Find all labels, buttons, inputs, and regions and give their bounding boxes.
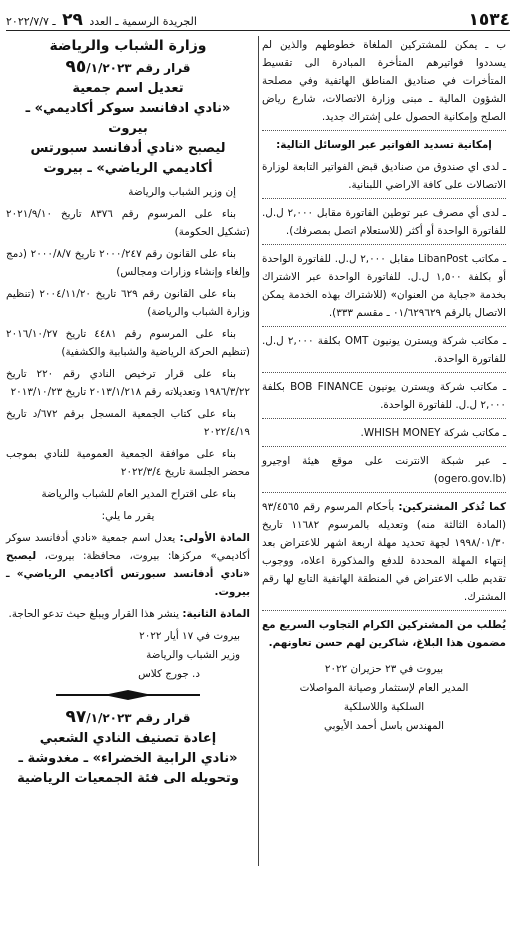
gazette-issue-info: الجريدة الرسمية ـ العدد ٢٩ ـ ٢٠٢٢/٧/٧ (6, 10, 197, 30)
decision-number-value: ٩٧ (65, 707, 87, 727)
reminder-paragraph (262, 498, 506, 611)
left-signature-block (6, 627, 250, 684)
decision-new-name: ليصبح «نادي أدفانسد سبورتس أكاديمي الرياضي» ـ بيروت (30, 141, 226, 176)
decision-number (6, 706, 250, 729)
decision-club-name: «نادي الرابية الخضراء» ـ مغدوشة ـ (18, 751, 238, 766)
sign-title: المدير العام لإستثمار وصيانة المواصلات (299, 682, 469, 694)
article-1-text: يعدل اسم جمعية «نادي أدفانسد سوكر أكاديمي» مركزها: بيروت، محافظة: بيروت، (6, 532, 250, 562)
decides-line: يقرر ما يلي: (101, 510, 155, 522)
sign-name: المهندس باسل أحمد الأيوبي (323, 720, 445, 732)
decision-number-value: ٩٥ (65, 57, 87, 77)
consideration: بناء على القانون رقم ٢٠٠٠/٢٤٧ تاريخ ٢٠٠٠/٨/٧ (دمج وإلغاء وإنشاء وزارات ومجالس) (6, 248, 250, 278)
sign-place-date: بيروت في ٢٣ حزيران ٢٠٢٢ (324, 663, 444, 675)
right-column (262, 36, 506, 736)
decision-old-name: «نادي ادفانسد سوكر أكاديمي» ـ بيروت (25, 101, 231, 136)
article-1 (6, 529, 250, 601)
decision-prefix: قرار رقم (135, 61, 191, 75)
decision-number (6, 56, 250, 79)
reminder-label: كما تُذكر المشتركين: (398, 501, 506, 513)
consideration: بناء على قرار ترخيص النادي رقم ٢٢٠ تاريخ ١٩٨٦/٣/٢٢ وتعديلاته رقم ٢٠١٣/١/٢١٨ تاريخ ٢٠١٣/١٠/٢٣ (6, 368, 250, 398)
consideration: بناء على كتاب الجمعية المسجل برقم ٦٧٢/د تاريخ ٢٠٢٢/٤/١٩ (6, 408, 250, 438)
payment-method: ـ عبر شبكة الانترنت على موقع هيئة اوجيرو (ogero.gov.lb) (262, 452, 506, 493)
consideration: بناء على اقتراح المدير العام للشباب والرياضة (41, 488, 236, 500)
left-column (6, 36, 250, 789)
minister-intro: إن وزير الشباب والرياضة (128, 186, 236, 198)
article-2-label: المادة الثانية: (182, 608, 250, 620)
payment-heading: إمكانية تسديد الفواتير عبر الوسائل التالية: (276, 139, 492, 151)
page-header (6, 4, 510, 31)
sign-title: وزير الشباب والرياضة (146, 649, 240, 661)
sign-title: السلكية واللاسلكية (343, 701, 425, 713)
sign-place-date: بيروت في ١٧ أيار ٢٠٢٢ (139, 630, 240, 642)
consideration: بناء على موافقة الجمعية العمومية للنادي بموجب محضر الجلسة تاريخ ٢٠٢٢/٣/٤ (6, 448, 250, 478)
decision-number-suffix: /١/٢٠٢٣ (86, 61, 132, 75)
decision-subject: تعديل اسم جمعية (72, 81, 184, 96)
article-1-label: المادة الأولى: (179, 532, 250, 544)
consideration: بناء على المرسوم رقم ٨٣٧٦ تاريخ ٢٠٢١/٩/١٠ (تشكيل الحكومة) (6, 208, 250, 238)
payment-method: ـ مكاتب شركة ويسترن يونيون OMT بكلفة ٢,٠٠٠ ل.ل. للفاتورة الواحدة. (262, 332, 506, 373)
payment-methods-list (262, 158, 506, 493)
payment-method: ـ مكاتب شركة WHISH MONEY. (262, 424, 506, 447)
article-2-text: ينشر هذا القرار ويبلغ حيث تدعو الحاجة. (8, 608, 180, 620)
issue-number: ٢٩ (62, 10, 83, 30)
right-signature-block (262, 660, 506, 736)
consideration: بناء على المرسوم رقم ٤٤٨١ تاريخ ٢٠١٦/١٠/٢٧ (تنظيم الحركة الرياضية والشبابية والكشفية) (6, 328, 250, 358)
payment-method: ـ مكاتب شركة ويسترن يونيون BOB FINANCE بكلفة ٢,٠٠٠ ل.ل. للفاتورة الواحدة. (262, 378, 506, 419)
payment-method: ـ لدى اي صندوق من صناديق قبض الفواتير التابعة لوزارة الاتصالات على كافة الاراضي اللبنانية. (262, 158, 506, 199)
sign-name: د. جورج كلاس (138, 668, 200, 680)
consideration: بناء على القانون رقم ٦٢٩ تاريخ ٢٠٠٤/١١/٢٠ (تنظيم وزارة الشباب والرياضة) (6, 288, 250, 318)
decision-number-suffix: /١/٢٠٢٣ (86, 711, 132, 725)
column-divider (258, 36, 259, 866)
gazette-name: الجريدة الرسمية ـ العدد (89, 15, 197, 28)
payment-method: ـ لدى أي مصرف عبر توطين الفاتورة مقابل ٢,٠٠٠ ل.ل. للفاتورة الواحدة أو أكثر (للاستعلام اتصل بمصرفك). (262, 204, 506, 245)
page-number: ١٥٣٤ (468, 10, 510, 30)
issue-date: ٢٠٢٢/٧/٧ (6, 15, 49, 28)
article-1-new-name: ليصبح «نادي أدفانسد سبورتس أكاديمي الرياضي» ـ بيروت. (6, 550, 250, 598)
ministry-title: وزارة الشباب والرياضة (49, 38, 207, 54)
closing-paragraph: يُطلب من المشتركين الكرام التجاوب السريع مع مضمون هذا البلاغ، شاكرين لهم حسن تعاونهم. (262, 619, 506, 649)
payment-method: ـ مكاتب LibanPost مقابل ٢,٠٠٠ ل.ل. للفاتورة الواحدة أو بكلفة ١,٥٠٠ ل.ل. للفاتورة الواحدة عبر الاشتراك بخدمة «جباية من العنوان» (للاشتراك بهذه الخدمة يمكن الاتصال بالرقم ٠١/٦٢٩٦٢٩ ـ مقسم ٣٣٣). (262, 250, 506, 327)
reminder-text: بأحكام المرسوم رقم ٩٣/٤٥٦٥ (المادة الثالثة منه) وتعديله بالمرسوم ١١٦٨٢ تاريخ ١٩٩٨/٠١/٣٠ لجهة تحديد مهلة اربعة اشهر للاعتراض بعد إنتهاء المهلة المحددة للدفع والمذكورة اعلاه، ووجوب تقديم طلب الاعتراض في المنطقة الهاتفية التابع لها رقم المشترك. (262, 501, 507, 603)
intro-paragraph: ب ـ يمكن للمشتركين الملغاة خطوطهم والذين لم يسددوا فواتيرهم المتأخرة المبادرة الى تقسيط المتأخرات في صناديق المناطق الهاتفية وفي مصلحة الشؤون المالية ـ مبنى وزارة الاتصالات، شارع رياض الصلح وإمكانية الحصول على إشتراك جديد. (262, 36, 506, 131)
decision-subject: إعادة تصنيف النادي الشعبي (39, 731, 217, 746)
article-2 (6, 605, 250, 623)
decision-prefix: قرار رقم (135, 711, 191, 725)
section-separator (56, 690, 200, 700)
decision-transfer: وتحويله الى فئة الجمعيات الرياضية (17, 771, 239, 786)
